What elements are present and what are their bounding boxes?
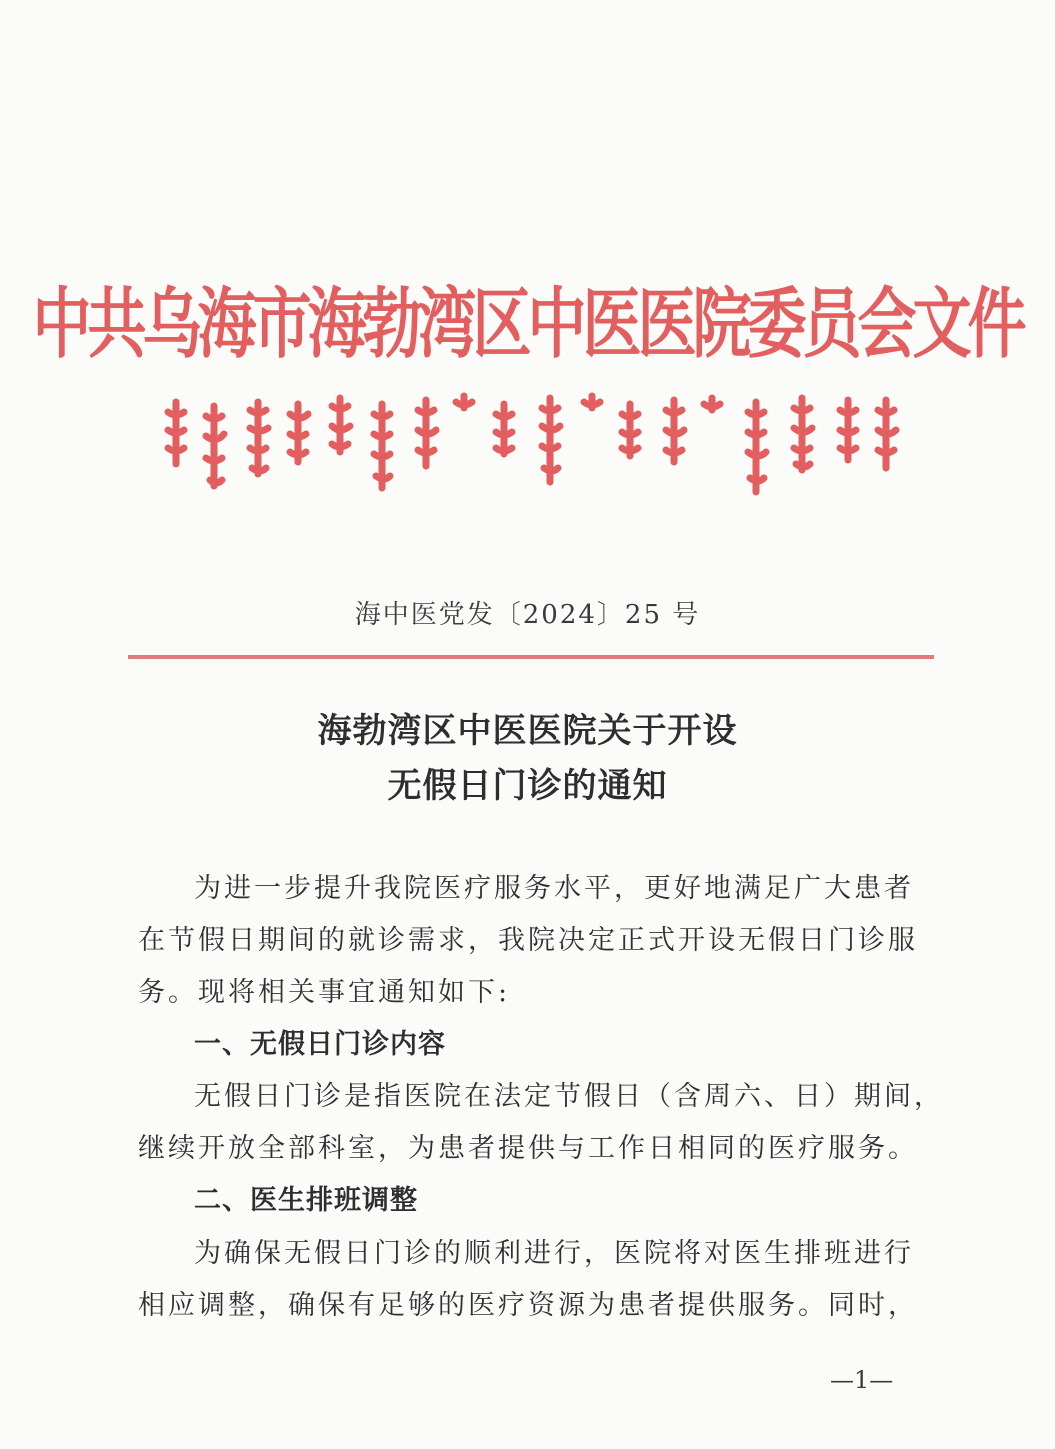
mongolian-word-15 xyxy=(748,402,766,492)
mongolian-word-14 xyxy=(704,398,720,410)
document-number: 海中医党发〔2024〕25 号 xyxy=(354,600,701,630)
section2-line-1: 为确保无假日门诊的顺利进行，医院将对医生排班进行 xyxy=(194,1238,914,1269)
mongolian-word-8 xyxy=(456,396,472,408)
mongolian-word-5 xyxy=(332,398,350,452)
notice-title-line1: 海勃湾区中医医院关于开设 xyxy=(317,711,738,751)
red-header-title: 中共乌海市海勃湾区中医医院委员会文件 xyxy=(32,278,1023,369)
mongolian-word-13 xyxy=(666,400,684,462)
intro-line-2: 在节假日期间的就诊需求，我院决定正式开设无假日门诊服 xyxy=(138,925,918,956)
mongolian-word-1 xyxy=(168,402,184,464)
mongolian-word-9 xyxy=(496,404,512,454)
section2-line-2: 相应调整，确保有足够的医疗资源为患者提供服务。同时， xyxy=(138,1290,918,1321)
intro-line-3: 务。现将相关事宜通知如下: xyxy=(138,977,511,1008)
mongolian-word-10 xyxy=(542,398,560,482)
section1-line-1: 无假日门诊是指医院在法定节假日（含周六、日）期间， xyxy=(194,1081,944,1112)
mongolian-word-3 xyxy=(250,402,268,474)
mongolian-word-6 xyxy=(374,404,390,488)
mongolian-word-17 xyxy=(840,400,856,460)
section1-heading: 一、无假日门诊内容 xyxy=(194,1029,446,1060)
mongolian-word-2 xyxy=(206,406,224,486)
intro-line-1: 为进一步提升我院医疗服务水平，更好地满足广大患者 xyxy=(194,873,914,904)
mongolian-word-11 xyxy=(584,396,600,408)
page-number: —1— xyxy=(830,1366,894,1394)
notice-title-line2: 无假日门诊的通知 xyxy=(387,766,668,806)
mongolian-script-header xyxy=(160,392,900,507)
section1-line-2: 继续开放全部科室，为患者提供与工作日相同的医疗服务。 xyxy=(138,1133,918,1164)
section2-heading: 二、医生排班调整 xyxy=(194,1185,418,1216)
mongolian-word-12 xyxy=(622,404,638,456)
mongolian-word-4 xyxy=(290,404,308,462)
mongolian-word-7 xyxy=(418,400,436,466)
mongolian-word-16 xyxy=(794,398,812,470)
mongolian-word-18 xyxy=(878,400,896,468)
red-divider-line xyxy=(128,655,934,659)
